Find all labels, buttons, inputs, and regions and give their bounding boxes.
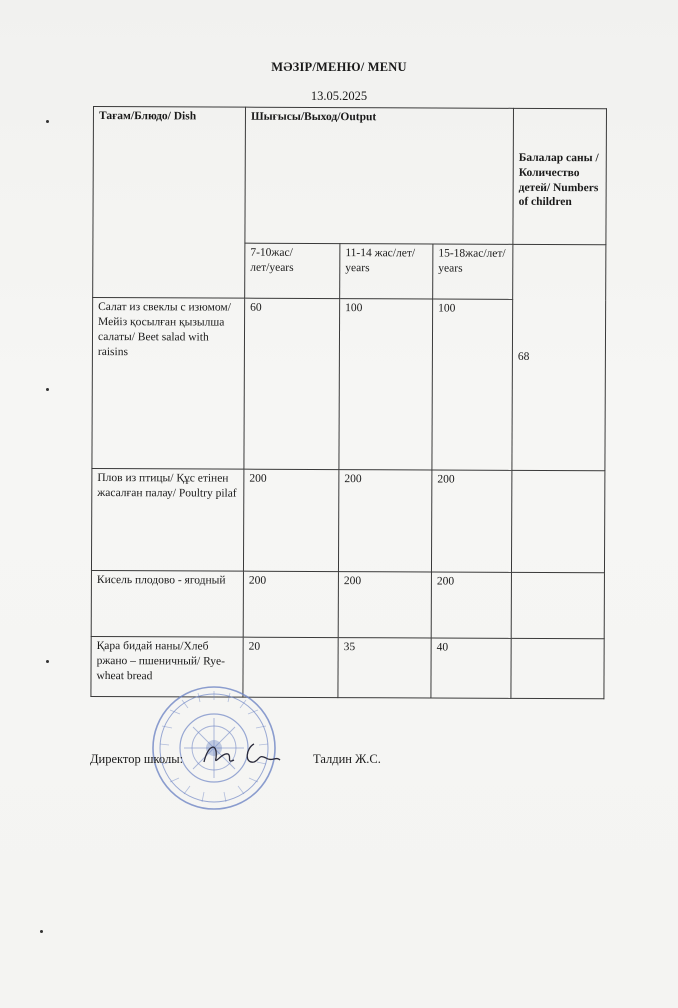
output-11-14: 200 <box>338 470 431 572</box>
output-7-10: 60 <box>244 298 340 469</box>
scan-speck <box>46 388 49 391</box>
director-signature <box>196 736 286 772</box>
empty-cell <box>511 572 604 638</box>
children-count: 68 <box>512 244 606 470</box>
output-15-18: 100 <box>432 299 513 470</box>
scan-speck <box>40 930 43 933</box>
empty-cell <box>511 638 604 698</box>
document-date: 13.05.2025 <box>310 89 368 103</box>
output-7-10: 200 <box>243 571 338 637</box>
header-dish: Тағам/Блюдо/ Dish <box>93 107 246 299</box>
scan-speck <box>46 660 49 663</box>
header-output: Шығысы/Выход/Output <box>245 107 514 244</box>
dish-name: Қара бидай наны/Хлеб ржано – пшеничный/ Rye-wheat bread <box>91 636 243 697</box>
menu-table <box>90 106 607 699</box>
director-label: Директор школы: <box>90 752 184 766</box>
output-11-14: 200 <box>338 572 431 638</box>
output-15-18: 200 <box>431 470 511 572</box>
scan-speck <box>46 120 49 123</box>
document-title: МӘЗІР/МЕНЮ/ MENU <box>271 60 407 74</box>
header-age-15-18: 15-18жас/лет/ years <box>433 244 513 299</box>
header-age-7-10: 7-10жас/лет/years <box>245 243 340 298</box>
output-15-18: 40 <box>431 638 511 698</box>
empty-cell <box>511 470 604 572</box>
output-7-10: 20 <box>243 637 338 697</box>
output-7-10: 200 <box>243 469 338 571</box>
dish-name: Салат из свеклы с изюмом/ Мейіз қосылған қызылша салаты/ Beet salad with raisins <box>92 298 245 470</box>
director-name: Талдин Ж.С. <box>313 752 381 766</box>
header-age-11-14: 11-14 жас/лет/ years <box>340 244 433 299</box>
dish-name: Плов из птицы/ Құс етінен жасалған палау/ Poultry pilaf <box>91 468 243 571</box>
output-11-14: 35 <box>338 638 431 698</box>
table-row <box>91 468 604 572</box>
output-15-18: 200 <box>431 572 511 638</box>
table-row <box>91 570 604 638</box>
header-children: Балалар саны /Количество детей/ Numbers of children <box>513 108 607 244</box>
dish-name: Кисель плодово - ягодный <box>91 570 243 637</box>
output-11-14: 100 <box>339 299 433 470</box>
table-header-row <box>93 107 607 245</box>
